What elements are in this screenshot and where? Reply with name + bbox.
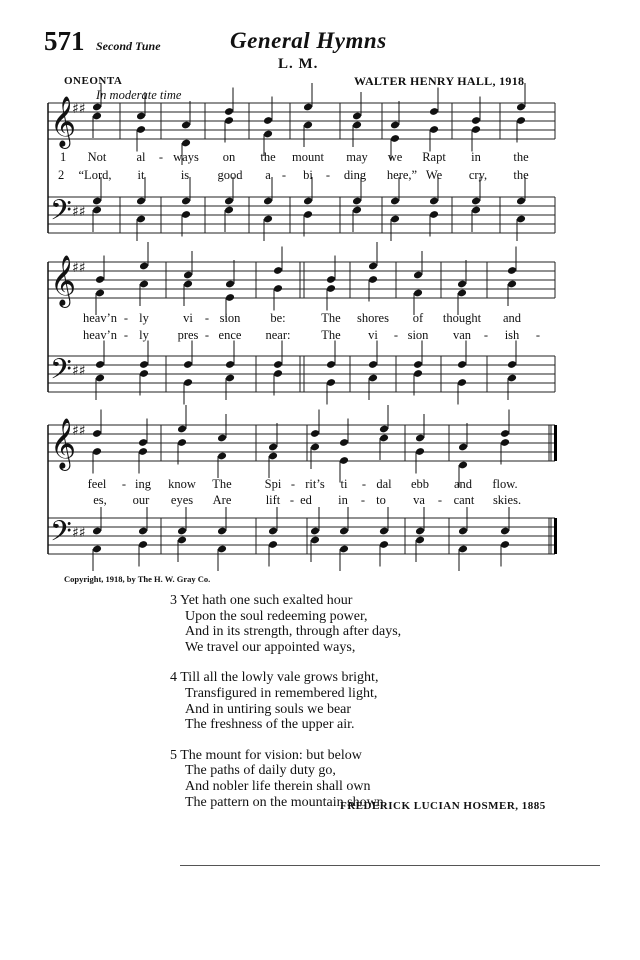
composer-credit: WALTER HENRY HALL, 1918	[354, 74, 525, 88]
lyric-syllable: es,	[93, 493, 107, 507]
meter: L. M.	[278, 56, 319, 72]
verse-line: The freshness of the upper air.	[185, 717, 355, 733]
key-signature-icon: ♯♯	[72, 260, 86, 276]
lyric-syllable: ing	[135, 477, 151, 491]
bass-clef-icon: 𝄢	[50, 353, 72, 393]
lyric-syllable: ebb	[410, 477, 430, 491]
lyric-syllable: skies.	[492, 493, 522, 507]
lyric-syllable: van	[452, 328, 472, 342]
treble-clef-icon: 𝄞	[50, 418, 77, 469]
lyric-syllable: -	[361, 477, 367, 491]
verse-block	[170, 593, 401, 825]
lyric-syllable: may	[346, 150, 368, 164]
lyric-syllable: We	[425, 168, 443, 182]
lyric-syllable: vi	[368, 328, 378, 342]
lyric-syllable: lift	[265, 493, 281, 507]
lyric-syllable: the	[513, 168, 529, 182]
lyric-syllable: a	[265, 168, 271, 182]
bass-clef-icon: 𝄢	[50, 194, 72, 234]
lyric-syllable: it	[137, 168, 145, 182]
lyric-syllable: know	[168, 477, 196, 491]
lyric-syllable: cant	[453, 493, 475, 507]
lyric-syllable: ding	[343, 168, 367, 182]
lyric-syllable: of	[412, 311, 424, 325]
final-barline-thick	[554, 518, 557, 554]
lyric-syllable: -	[360, 493, 366, 507]
lyric-syllable: rit’s	[305, 477, 325, 491]
lyric-syllable: -	[123, 311, 129, 325]
stanza-number: 4	[170, 670, 177, 686]
lyric-syllable: thought	[442, 311, 482, 325]
lyric-syllable: Are	[212, 493, 232, 507]
lyric-syllable: the	[260, 150, 276, 164]
lyric-syllable: heav’n	[82, 311, 118, 325]
lyric-syllable: dal	[376, 477, 392, 491]
lyric-syllable: is	[180, 168, 190, 182]
lyric-syllable: ways	[173, 150, 199, 164]
lyric-syllable: vi	[183, 311, 193, 325]
lyric-syllable: to	[376, 493, 386, 507]
lyric-syllable: The	[212, 477, 232, 491]
lyric-syllable: ed	[300, 493, 312, 507]
verse-line: And nobler life therein shall own	[185, 778, 371, 794]
bass-clef-icon: 𝄢	[50, 515, 72, 555]
lyric-syllable: -	[281, 168, 287, 182]
lyric-syllable: -	[483, 328, 489, 342]
lyric-syllable: -	[121, 477, 127, 491]
author-credit: FREDERICK LUCIAN HOSMER, 1885	[340, 800, 546, 812]
section-title: General Hymns	[230, 28, 387, 53]
key-signature-icon: ♯♯	[72, 204, 86, 220]
lyric-syllable: Not	[87, 150, 107, 164]
lyric-syllable: feel	[87, 477, 107, 491]
lyric-syllable: -	[325, 168, 331, 182]
lyric-syllable: ly	[139, 328, 149, 342]
stanza-3	[170, 593, 401, 655]
lyric-syllable: bi	[303, 168, 313, 182]
lyric-syllable: -	[290, 477, 296, 491]
tune-note: Second Tune	[96, 39, 161, 53]
lyric-syllable: The	[321, 311, 341, 325]
verse-line: Upon the soul redeeming power,	[185, 608, 368, 624]
treble-clef-icon: 𝄞	[50, 96, 77, 147]
lyric-syllable: sion	[407, 328, 429, 342]
copyright-notice: Copyright, 1918, by The H. W. Gray Co.	[64, 574, 211, 584]
lyric-syllable: and	[453, 477, 473, 491]
lyric-syllable: ish	[504, 328, 520, 342]
verse-line-text: The mount for vision: but below	[180, 747, 362, 763]
lyric-syllable: The	[321, 328, 341, 342]
lyric-syllable: -	[123, 328, 129, 342]
lyric-syllable: ly	[139, 311, 149, 325]
lyric-syllable: be:	[270, 311, 286, 325]
verse-line: The paths of daily duty go,	[185, 763, 336, 779]
stanza-number: 5	[170, 747, 177, 763]
verse-line: We travel our appointed ways,	[185, 639, 356, 655]
key-signature-icon: ♯♯	[72, 101, 86, 117]
lyric-syllable: in	[471, 150, 481, 164]
lyric-syllable: -	[289, 493, 295, 507]
lyric-syllable: we	[387, 150, 403, 164]
lyric-syllable: cry,	[468, 168, 488, 182]
lyric-syllable: “Lord,	[78, 168, 112, 182]
tune-name: ONEONTA	[64, 75, 123, 87]
lyric-syllable: va	[413, 493, 425, 507]
verse-line	[170, 748, 401, 764]
verse-line: And in untiring souls we bear	[185, 701, 352, 717]
verse-line: Transfigured in remembered light,	[185, 685, 378, 701]
lyric-syllable: good	[217, 168, 243, 182]
verse-line-text: Yet hath one such exalted hour	[179, 593, 353, 608]
key-signature-icon: ♯♯	[72, 363, 86, 379]
lyric-syllable: heav’n	[82, 328, 118, 342]
lyric-syllable: sion	[219, 311, 241, 325]
verse-line: And in its strength, through after days,	[185, 624, 402, 640]
key-signature-icon: ♯♯	[72, 525, 86, 541]
lyric-syllable: 2	[58, 168, 65, 182]
treble-clef-icon: 𝄞	[50, 255, 77, 306]
lyric-syllable: here,”	[386, 168, 418, 182]
lyric-syllable: pres	[177, 328, 199, 342]
lyric-syllable: our	[132, 493, 150, 507]
lyric-syllable: near:	[265, 328, 291, 342]
lyric-syllable: flow.	[492, 477, 518, 491]
stanza-number: 3	[170, 593, 177, 608]
verse-line: The pattern on the mountain shown.	[185, 794, 388, 810]
lyric-syllable: in	[338, 493, 348, 507]
stanza-4	[170, 670, 401, 732]
bottom-rule	[180, 865, 600, 866]
lyric-syllable: shores	[357, 311, 389, 325]
lyric-syllable: on	[222, 150, 236, 164]
lyric-syllable: -	[437, 493, 443, 507]
lyric-syllable: 1	[60, 150, 67, 164]
lyric-syllable: -	[204, 311, 210, 325]
key-signature-icon: ♯♯	[72, 423, 86, 439]
lyric-syllable: -	[393, 328, 399, 342]
lyric-syllable: -	[158, 150, 164, 164]
verse-line-text: Till all the lowly vale grows bright,	[180, 670, 379, 686]
lyric-syllable: mount	[292, 150, 324, 164]
lyric-syllable: Rapt	[422, 150, 446, 164]
verse-line	[170, 593, 401, 609]
lyric-syllable: ti	[340, 477, 348, 491]
hymn-number: 571	[44, 26, 85, 56]
lyric-syllable: eyes	[170, 493, 194, 507]
lyric-syllable: -	[204, 328, 210, 342]
lyric-syllable: al	[136, 150, 146, 164]
tempo-marking: In moderate time	[96, 88, 182, 102]
lyric-syllable: the	[513, 150, 529, 164]
verse-line	[170, 670, 401, 686]
lyric-syllable: and	[502, 311, 522, 325]
lyric-syllable: ence	[218, 328, 242, 342]
lyric-syllable: Spi	[264, 477, 282, 491]
lyric-syllable: -	[535, 328, 541, 342]
final-barline-thick	[554, 425, 557, 461]
